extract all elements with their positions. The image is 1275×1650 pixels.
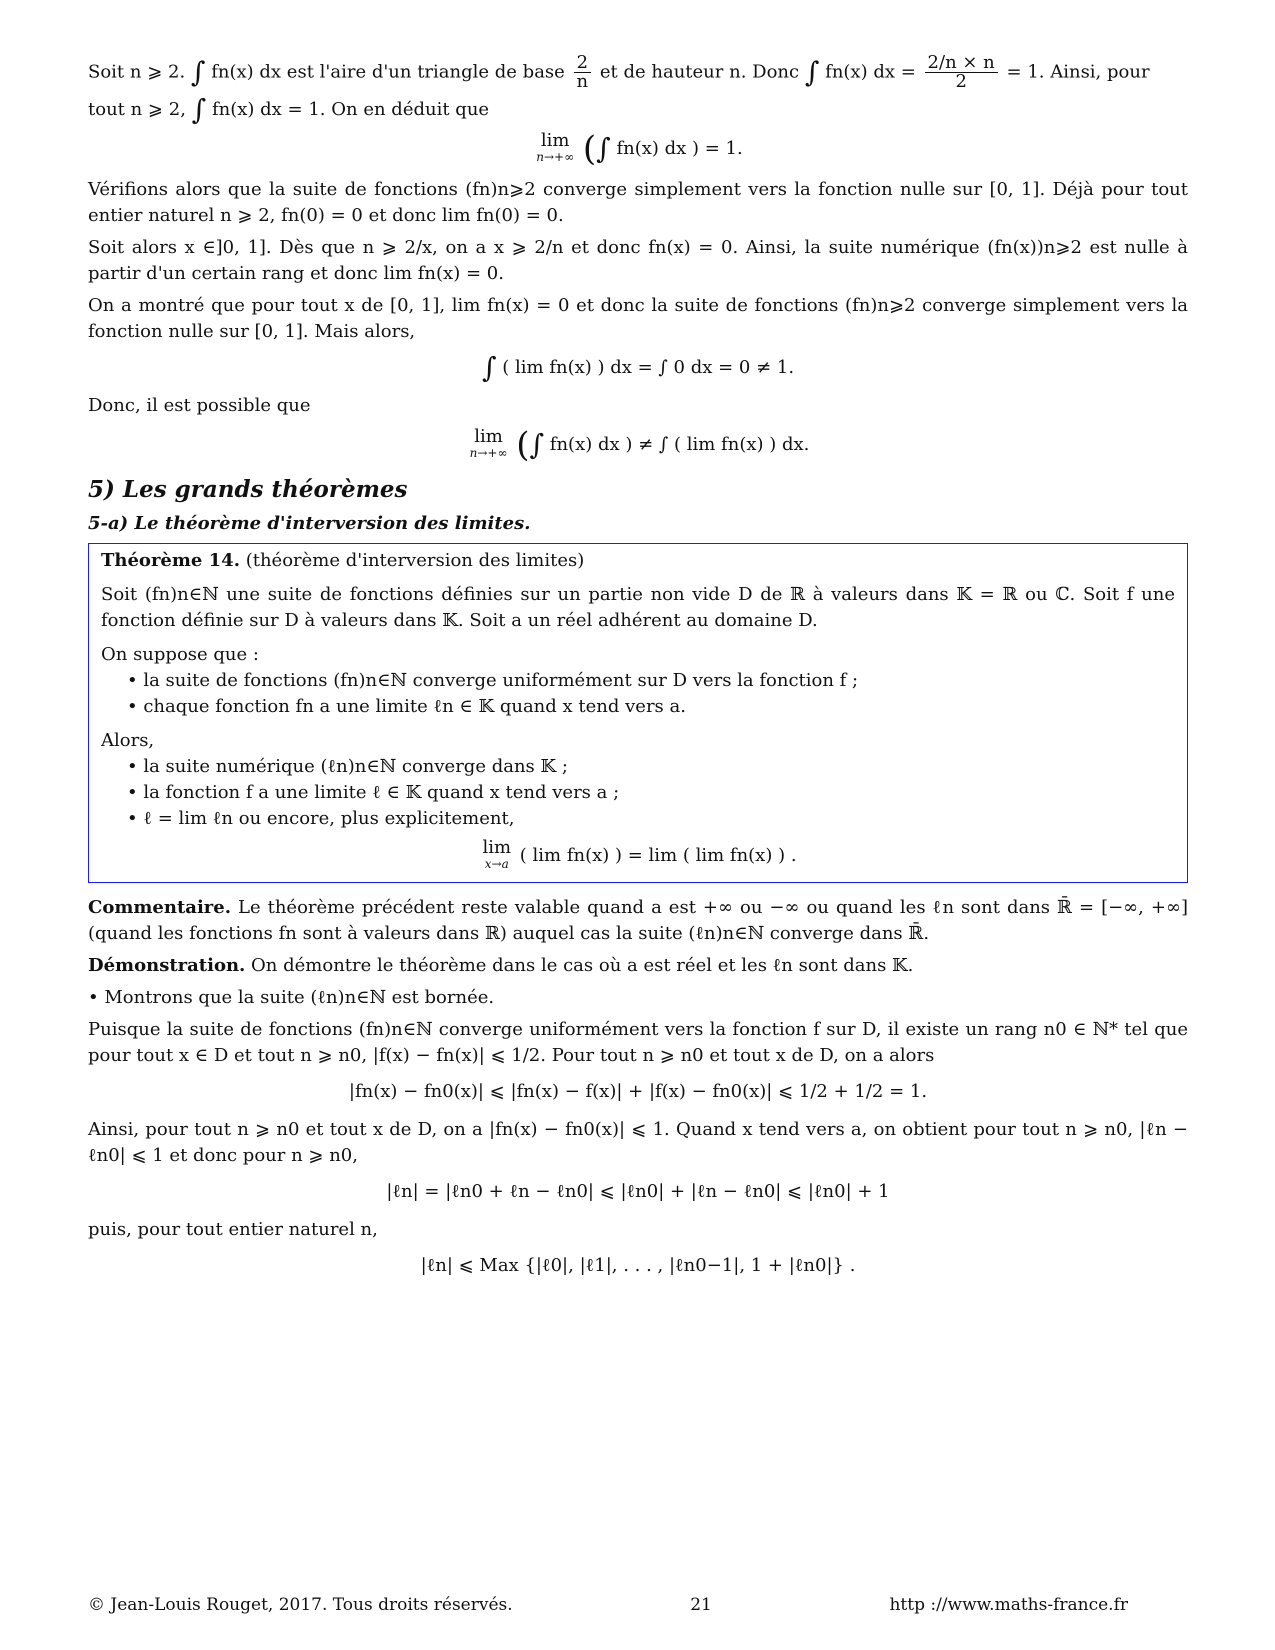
theorem-alors: Alors, bbox=[101, 730, 155, 751]
theorem-label: Théorème 14. bbox=[101, 550, 240, 571]
page-number: 21 bbox=[690, 1595, 712, 1615]
list-item: • la suite de fonctions (fn)n∈ℕ converge uniformément sur D vers la fonction f ; bbox=[127, 668, 1175, 694]
conclusions-list bbox=[101, 754, 1175, 832]
intro-paragraph-6: Donc, il est possible que bbox=[88, 395, 311, 416]
equation-3: lim n→+∞ (∫ fn(x) dx ) ≠ ∫ ( lim fn(x) ) dx. bbox=[469, 425, 810, 465]
demo-paragraph-3: puis, pour tout entier naturel n, bbox=[88, 1219, 378, 1240]
theorem-suppose: On suppose que : bbox=[101, 644, 259, 665]
intro-paragraph-1 bbox=[88, 54, 1188, 91]
footer-url[interactable]: http ://www.maths-france.fr bbox=[889, 1595, 1128, 1615]
demo-paragraph-2: Ainsi, pour tout n ⩾ n0 et tout x de D, on a |fn(x) − fn0(x)| ⩽ 1. Quand x tend vers a, on obtient pour tout n ⩾ n0, |ℓn − ℓn0| ⩽ 1 et donc pour n ⩾ n0, bbox=[88, 1119, 1188, 1166]
equation-text: ( lim fn(x) ) = lim ( lim fn(x) ) . bbox=[519, 845, 797, 866]
page-content bbox=[88, 54, 1188, 1291]
demo-label: Démonstration. bbox=[88, 955, 246, 976]
equation-text: fn(x) dx ) ≠ ∫ ( lim fn(x) ) dx. bbox=[549, 434, 810, 455]
equation-2: ∫ ( lim fn(x) ) dx = ∫ 0 dx = 0 ≠ 1. bbox=[481, 351, 795, 384]
list-item: • la fonction f a une limite ℓ ∈ 𝕂 quand x tend vers a ; bbox=[127, 780, 1175, 806]
theorem-equation: lim x→a ( lim fn(x) ) = lim ( lim fn(x) ) . bbox=[482, 837, 797, 871]
theorem-note: (théorème d'interversion des limites) bbox=[245, 550, 585, 571]
integral-sign: ∫ bbox=[191, 93, 207, 126]
intro-paragraph-4: Soit alors x ∈]0, 1]. Dès que n ⩾ 2/x, on a x ⩾ 2/n et donc fn(x) = 0. Ainsi, la suite numérique (fn(x))n⩾2 est nulle à partir d'un certain rang et donc lim fn(x) = 0. bbox=[88, 237, 1188, 284]
text: et de hauteur n. Donc bbox=[599, 61, 800, 83]
text: Soit n ⩾ 2. bbox=[88, 61, 186, 83]
theorem-heading bbox=[101, 548, 1175, 574]
text: fn(x) dx = bbox=[825, 61, 916, 83]
demo-bullet: • Montrons que la suite (ℓn)n∈ℕ est bornée. bbox=[88, 987, 495, 1008]
text: fn(x) dx = 1. On en déduit que bbox=[211, 99, 490, 120]
equation-text: fn(x) dx ) = 1. bbox=[616, 138, 743, 159]
comment-text: Le théorème précédent reste valable quand a est +∞ ou −∞ ou quand les ℓn sont dans ℝ̄ = [−∞, +∞] (quand les fonctions fn sont à valeurs dans ℝ) auquel cas la suite (ℓn)n∈ℕ converge dans ℝ̄. bbox=[88, 897, 1188, 944]
fraction-2-over-n: $\frac{2}{n}$ bbox=[574, 54, 592, 91]
comment-label: Commentaire. bbox=[88, 897, 231, 918]
section-title: 5) Les grands théorèmes bbox=[88, 476, 408, 503]
hypotheses-list bbox=[101, 668, 1175, 720]
demo-paragraph bbox=[88, 953, 1188, 979]
demo-equation-3: |ℓn| ⩽ Max {|ℓ0|, |ℓ1|, . . . , |ℓn0−1|, 1 + |ℓn0|} . bbox=[420, 1255, 856, 1276]
fraction-area: $\frac{2/n \times n}{2}$ bbox=[925, 54, 998, 91]
text: tout n ⩾ 2, bbox=[88, 99, 186, 120]
demo-equation-1: |fn(x) − fn0(x)| ⩽ |fn(x) − f(x)| + |f(x) − fn0(x)| ⩽ 1/2 + 1/2 = 1. bbox=[348, 1081, 928, 1102]
equation-text: ( lim fn(x) ) dx = ∫ 0 dx = 0 ≠ 1. bbox=[502, 357, 795, 378]
list-item: • ℓ = lim ℓn ou encore, plus explicitement, bbox=[127, 806, 1175, 832]
comment-paragraph bbox=[88, 895, 1188, 947]
equation-1: lim n→+∞ (∫ fn(x) dx ) = 1. bbox=[536, 129, 743, 169]
theorem-statement: Soit (fn)n∈ℕ une suite de fonctions définies sur un partie non vide D de ℝ à valeurs dans 𝕂 = ℝ ou ℂ. Soit f une fonction définie sur D à valeurs dans 𝕂. Soit a un réel adhérent au domaine D. bbox=[101, 584, 1175, 631]
demo-paragraph-1: Puisque la suite de fonctions (fn)n∈ℕ converge uniformément vers la fonction f sur D, il existe un rang n0 ∈ ℕ* tel que pour tout x ∈ D et tout n ⩾ n0, |f(x) − fn(x)| ⩽ 1/2. Pour tout n ⩾ n0 et tout x de D, on a alors bbox=[88, 1019, 1188, 1066]
intro-paragraph-2 bbox=[88, 93, 1188, 126]
list-item: • chaque fonction fn a une limite ℓn ∈ 𝕂 quand x tend vers a. bbox=[127, 694, 1175, 720]
text: fn(x) dx est l'aire d'un triangle de base bbox=[211, 61, 565, 83]
footer-copyright: © Jean-Louis Rouget, 2017. Tous droits réservés. bbox=[88, 1595, 513, 1615]
theorem-box bbox=[88, 543, 1188, 883]
section-subtitle: 5-a) Le théorème d'interversion des limites. bbox=[88, 513, 531, 534]
page-footer bbox=[88, 1595, 1128, 1615]
text: = 1. Ainsi, pour bbox=[1006, 61, 1150, 83]
list-item: • la suite numérique (ℓn)n∈ℕ converge dans 𝕂 ; bbox=[127, 754, 1175, 780]
lim-operator: lim n→+∞ bbox=[536, 130, 575, 164]
intro-paragraph-3: Vérifions alors que la suite de fonctions (fn)n⩾2 converge simplement vers la fonction nulle sur [0, 1]. Déjà pour tout entier naturel n ⩾ 2, fn(0) = 0 et donc lim fn(0) = 0. bbox=[88, 179, 1188, 226]
demo-equation-2: |ℓn| = |ℓn0 + ℓn − ℓn0| ⩽ |ℓn0| + |ℓn − ℓn0| ⩽ |ℓn0| + 1 bbox=[386, 1181, 890, 1202]
integral-sign: ∫ bbox=[804, 55, 820, 89]
intro-paragraph-5: On a montré que pour tout x de [0, 1], lim fn(x) = 0 et donc la suite de fonctions (fn)n⩾2 converge simplement vers la fonction nulle sur [0, 1]. Mais alors, bbox=[88, 295, 1188, 342]
demo-text: On démontre le théorème dans le cas où a est réel et les ℓn sont dans 𝕂. bbox=[251, 955, 914, 976]
integral-sign: ∫ bbox=[190, 55, 206, 89]
